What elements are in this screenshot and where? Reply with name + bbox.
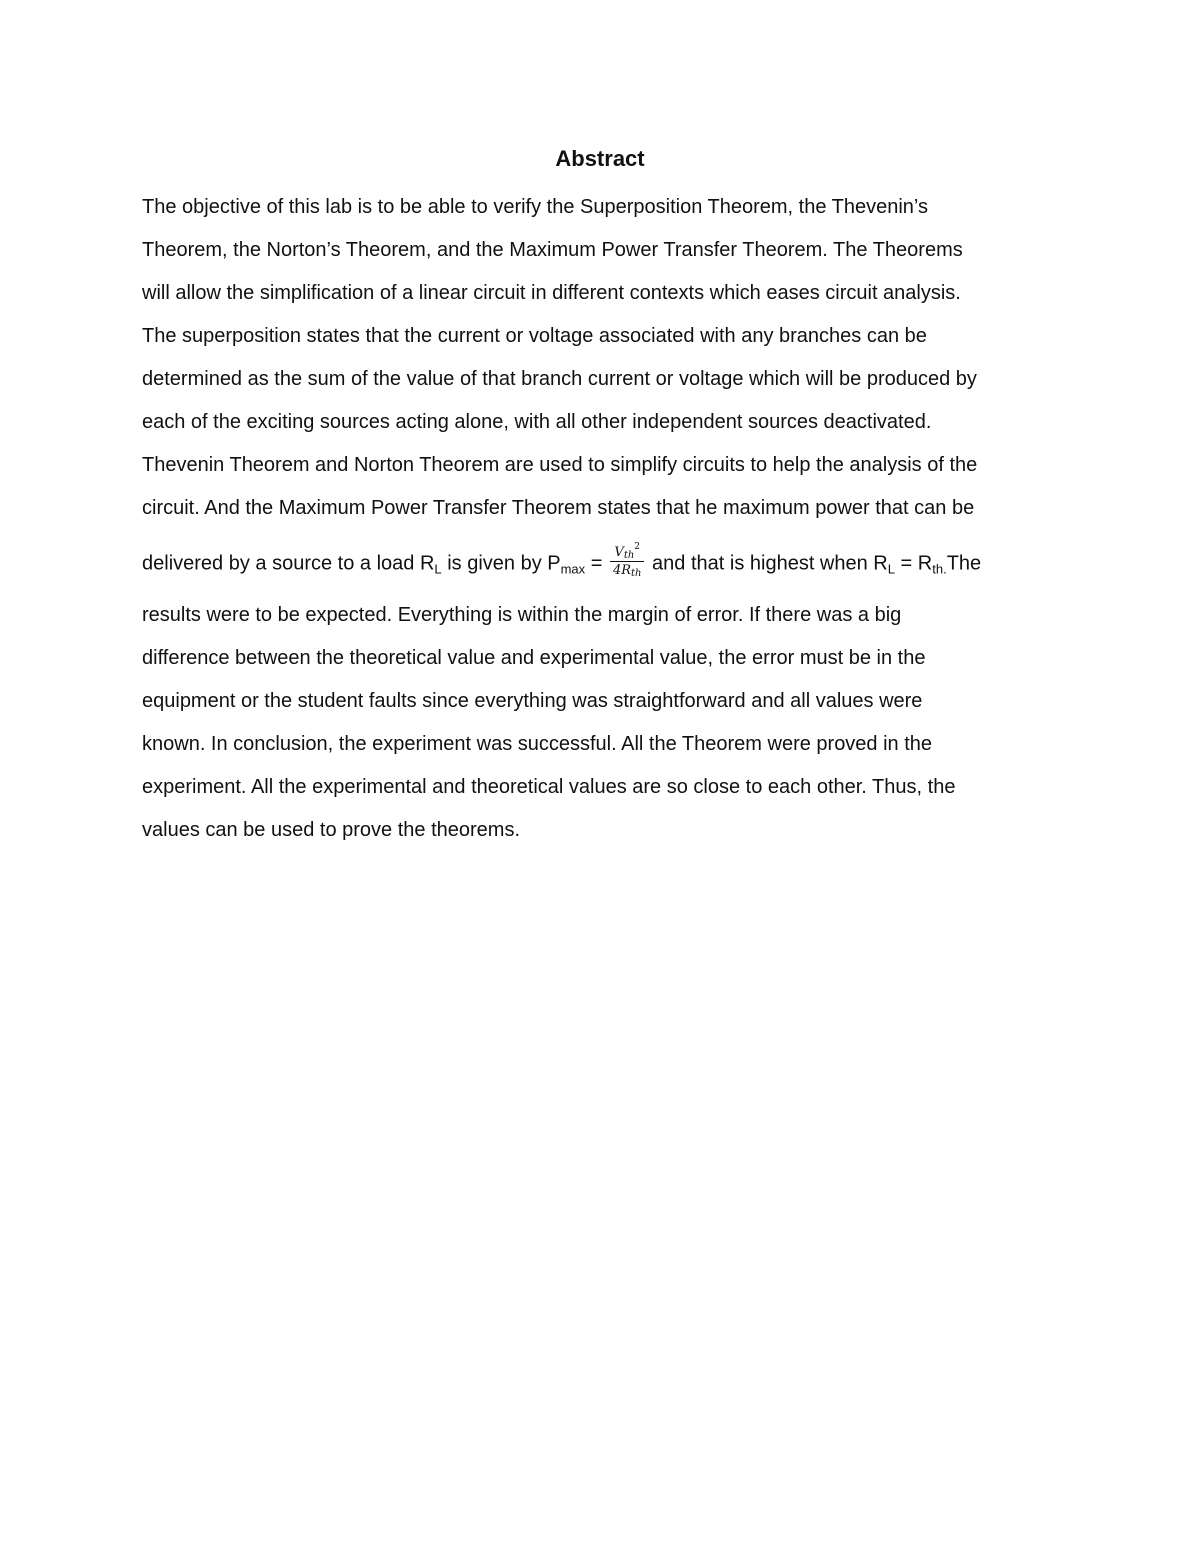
body-line-9: results were to be expected. Everything is within the margin of error. If there was a big (142, 604, 902, 626)
formula-line (142, 542, 982, 579)
formula-text-1: delivered by a source to a load R (142, 552, 435, 575)
body-line-12: known. In conclusion, the experiment was successful. All the Theorem were proved in the (142, 733, 933, 755)
numerator-superscript: 2 (634, 542, 641, 552)
body-line-13: experiment. All the experimental and theoretical values are so close to each other. Thus, the (142, 776, 956, 798)
body-line-14: values can be used to prove the theorems. (142, 819, 521, 841)
body-line-1: The objective of this lab is to be able to verify the Superposition Theorem, the Thevenin’s (142, 196, 929, 218)
body-line-4: The superposition states that the current or voltage associated with any branches can be (142, 325, 927, 347)
subscript-rl-2: L (887, 561, 895, 577)
body-line-7: Thevenin Theorem and Norton Theorem are used to simplify circuits to help the analysis of the (142, 454, 978, 476)
body-line-11: equipment or the student faults since everything was straightforward and all values were (142, 690, 923, 712)
formula-text-3: = (585, 552, 608, 575)
numerator-base: V (614, 545, 624, 560)
body-line-2: Theorem, the Norton’s Theorem, and the Maximum Power Transfer Theorem. The Theorems (142, 239, 963, 261)
body-line-3: will allow the simplification of a linear circuit in different contexts which eases circuit analysis. (142, 282, 961, 304)
denominator-base: 4R (612, 563, 632, 578)
body-line-10: difference between the theoretical value and experimental value, the error must be in the (142, 647, 926, 669)
formula-text-2: is given by P (441, 552, 561, 575)
formula-text-6: The (946, 552, 982, 575)
numerator-subscript: th (623, 550, 635, 561)
pmax-fraction (610, 542, 645, 579)
body-line-5: determined as the sum of the value of that branch current or voltage which will be produced by (142, 368, 977, 390)
subscript-max: max (560, 561, 586, 577)
fraction-denominator (610, 562, 645, 579)
abstract-heading: Abstract (555, 146, 645, 171)
formula-text-4: and that is highest when R (646, 552, 888, 575)
denominator-subscript: th (631, 568, 642, 579)
subscript-rth: th. (932, 561, 947, 577)
subscript-rl: L (434, 561, 442, 577)
formula-text-5: = R (894, 552, 933, 575)
body-line-8: circuit. And the Maximum Power Transfer Theorem states that he maximum power that can be (142, 497, 975, 519)
body-line-6: each of the exciting sources acting alone, with all other independent sources deactivated. (142, 411, 932, 433)
fraction-numerator (610, 542, 645, 562)
